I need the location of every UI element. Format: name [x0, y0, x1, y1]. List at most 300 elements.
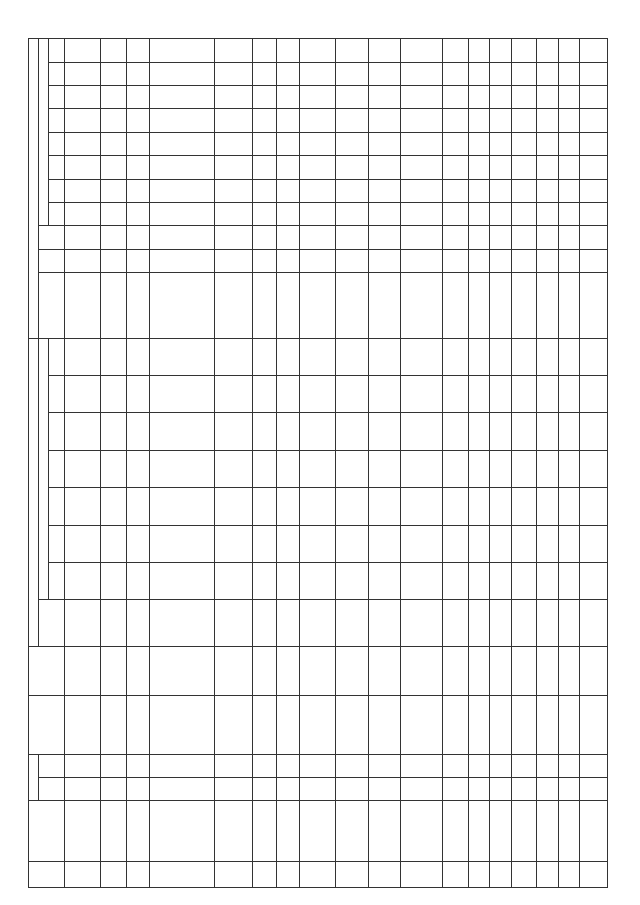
table-row	[336, 39, 368, 888]
row-year-amount	[214, 525, 252, 562]
row-total	[558, 600, 579, 647]
row-total	[443, 600, 469, 647]
row-name	[253, 801, 277, 862]
row-total	[400, 600, 443, 647]
row-indicator-year	[468, 109, 489, 132]
header-year	[49, 563, 65, 600]
row-year-amount	[537, 338, 558, 375]
row-year-amount	[276, 338, 300, 375]
row-indicator	[276, 273, 300, 338]
row-year-amount	[368, 563, 400, 600]
row-indicator-year	[490, 156, 511, 179]
row-year-amount	[368, 450, 400, 487]
row-year-amount	[468, 563, 489, 600]
row-indicator-extra	[65, 39, 101, 63]
row-year-amount	[150, 525, 214, 562]
row-indicator-year	[150, 202, 214, 225]
row-code-a	[65, 778, 101, 801]
row-indicator-year	[126, 86, 150, 109]
row-name	[400, 801, 443, 862]
header-ind-year-extra	[49, 39, 65, 63]
row-indicator-year	[537, 202, 558, 225]
row-year-amount	[126, 375, 150, 412]
row-indicator-extra	[276, 39, 300, 63]
row-indicator-year	[400, 86, 443, 109]
row-no	[276, 862, 300, 888]
row-total	[276, 600, 300, 647]
row-code-a	[300, 778, 336, 801]
row-code-b	[276, 754, 300, 777]
row-unit	[276, 249, 300, 272]
row-indicator-year	[214, 62, 252, 85]
row-year-amount	[65, 488, 101, 525]
row-indicator-year	[150, 156, 214, 179]
row-source	[214, 647, 252, 696]
row-name	[65, 801, 101, 862]
row-indicator-year	[468, 62, 489, 85]
row-indicator-year	[253, 202, 277, 225]
row-indicator-year	[537, 132, 558, 155]
row-year-amount	[443, 450, 469, 487]
row-indicator-extra	[368, 39, 400, 63]
row-name	[150, 801, 214, 862]
table-row	[253, 39, 277, 888]
row-source	[253, 647, 277, 696]
row-indicator-year	[490, 62, 511, 85]
row-indicator	[253, 273, 277, 338]
row-indicator-year	[300, 109, 336, 132]
table-row	[558, 39, 579, 888]
row-indicator-year	[214, 179, 252, 202]
row-year-amount	[300, 375, 336, 412]
row-indicator-year	[400, 156, 443, 179]
row-year-amount	[580, 413, 608, 450]
row-year-amount	[368, 413, 400, 450]
row-indicator-year	[276, 109, 300, 132]
row-year-amount	[558, 563, 579, 600]
row-year-amount	[511, 488, 537, 525]
row-year-amount	[214, 563, 252, 600]
row-indicator-year	[336, 62, 368, 85]
row-responsible	[400, 696, 443, 754]
row-indicator-year	[150, 86, 214, 109]
row-year-amount	[537, 525, 558, 562]
row-name	[537, 801, 558, 862]
row-indicator-year	[276, 202, 300, 225]
row-total	[101, 600, 127, 647]
row-code-a	[253, 778, 277, 801]
row-ind-total	[537, 226, 558, 249]
row-indicator-year	[276, 179, 300, 202]
row-year-amount	[276, 525, 300, 562]
row-indicator-year	[580, 202, 608, 225]
row-total	[511, 600, 537, 647]
row-indicator-extra	[400, 39, 443, 63]
header-year	[49, 375, 65, 412]
header-year	[49, 488, 65, 525]
row-total	[150, 600, 214, 647]
row-indicator-year	[300, 132, 336, 155]
row-year-amount	[400, 338, 443, 375]
row-year-amount	[558, 525, 579, 562]
row-no	[468, 862, 489, 888]
header-code-a	[39, 778, 65, 801]
row-indicator	[537, 273, 558, 338]
row-year-amount	[276, 563, 300, 600]
rotated-table-container	[28, 38, 608, 888]
row-source	[276, 647, 300, 696]
row-name	[468, 801, 489, 862]
row-code-a	[126, 778, 150, 801]
header-name	[29, 801, 65, 862]
row-total	[214, 600, 252, 647]
header-indicator-total	[39, 226, 65, 249]
row-year-amount	[300, 413, 336, 450]
row-source	[336, 647, 368, 696]
row-unit	[580, 249, 608, 272]
row-code-b	[490, 754, 511, 777]
row-indicator-year	[368, 109, 400, 132]
table-header	[29, 39, 65, 888]
row-year-amount	[336, 488, 368, 525]
table-row	[443, 39, 469, 888]
row-no	[558, 862, 579, 888]
row-indicator-year	[101, 86, 127, 109]
row-no	[580, 862, 608, 888]
row-name	[368, 801, 400, 862]
row-no	[511, 862, 537, 888]
row-source	[468, 647, 489, 696]
row-year-amount	[101, 563, 127, 600]
table-row	[511, 39, 537, 888]
row-indicator-year	[101, 62, 127, 85]
row-indicator-year	[468, 202, 489, 225]
row-indicator-extra	[537, 39, 558, 63]
row-ind-total	[150, 226, 214, 249]
header-source	[29, 647, 65, 696]
row-year-amount	[150, 563, 214, 600]
row-indicator-year	[65, 156, 101, 179]
row-source	[65, 647, 101, 696]
row-indicator-year	[537, 179, 558, 202]
row-indicator-year	[101, 109, 127, 132]
row-year-amount	[580, 488, 608, 525]
row-indicator-year	[150, 179, 214, 202]
header-ind-year	[49, 132, 65, 155]
row-year-amount	[400, 525, 443, 562]
row-year-amount	[150, 488, 214, 525]
row-year-amount	[443, 413, 469, 450]
row-ind-total	[65, 226, 101, 249]
row-indicator-year	[276, 156, 300, 179]
row-year-amount	[214, 375, 252, 412]
row-year-amount	[468, 375, 489, 412]
row-year-amount	[65, 413, 101, 450]
row-indicator-extra	[253, 39, 277, 63]
row-total	[368, 600, 400, 647]
row-indicator-year	[368, 202, 400, 225]
row-source	[101, 647, 127, 696]
row-code-a	[490, 778, 511, 801]
row-code-a	[580, 778, 608, 801]
row-code-b	[558, 754, 579, 777]
row-responsible	[468, 696, 489, 754]
row-indicator-year	[468, 156, 489, 179]
header-code-group	[29, 754, 39, 801]
row-ind-total	[253, 226, 277, 249]
row-indicator-year	[300, 202, 336, 225]
row-indicator	[490, 273, 511, 338]
row-year-amount	[558, 488, 579, 525]
row-code-a	[214, 778, 252, 801]
row-indicator-year	[443, 202, 469, 225]
row-year-amount	[150, 413, 214, 450]
row-indicator-year	[558, 179, 579, 202]
table-body	[65, 39, 608, 888]
row-indicator	[336, 273, 368, 338]
row-year-amount	[126, 450, 150, 487]
row-indicator-year	[336, 156, 368, 179]
row-year-amount	[150, 450, 214, 487]
row-code-a	[558, 778, 579, 801]
row-year-amount	[537, 413, 558, 450]
row-indicator-year	[65, 132, 101, 155]
row-indicator-year	[253, 179, 277, 202]
row-year-amount	[443, 488, 469, 525]
row-unit	[537, 249, 558, 272]
header-unit	[39, 249, 65, 272]
row-unit	[558, 249, 579, 272]
row-code-b	[336, 754, 368, 777]
row-responsible	[537, 696, 558, 754]
row-total	[490, 600, 511, 647]
row-indicator-year	[300, 156, 336, 179]
row-indicator	[511, 273, 537, 338]
header-year	[49, 450, 65, 487]
row-unit	[400, 249, 443, 272]
row-indicator-year	[126, 156, 150, 179]
row-year-amount	[214, 338, 252, 375]
row-responsible	[214, 696, 252, 754]
row-ind-total	[101, 226, 127, 249]
row-year-amount	[468, 338, 489, 375]
row-unit	[126, 249, 150, 272]
row-no	[253, 862, 277, 888]
header-ind-year	[49, 86, 65, 109]
header-ind-year	[49, 109, 65, 132]
row-year-amount	[65, 563, 101, 600]
row-code-a	[511, 778, 537, 801]
row-year-amount	[368, 375, 400, 412]
row-code-b	[443, 754, 469, 777]
row-name	[336, 801, 368, 862]
row-indicator-year	[65, 62, 101, 85]
row-ind-total	[511, 226, 537, 249]
row-indicator-extra	[490, 39, 511, 63]
row-source	[580, 647, 608, 696]
row-code-b	[300, 754, 336, 777]
row-no	[126, 862, 150, 888]
row-indicator-year	[214, 202, 252, 225]
row-indicator-extra	[511, 39, 537, 63]
header-responsible	[29, 696, 65, 754]
row-responsible	[336, 696, 368, 754]
row-indicator-year	[511, 156, 537, 179]
row-responsible	[558, 696, 579, 754]
row-year-amount	[580, 450, 608, 487]
row-unit	[214, 249, 252, 272]
row-year-amount	[65, 450, 101, 487]
row-indicator-year	[300, 62, 336, 85]
row-year-amount	[490, 413, 511, 450]
row-indicator	[150, 273, 214, 338]
row-name	[101, 801, 127, 862]
row-indicator-year	[126, 179, 150, 202]
row-year-amount	[400, 488, 443, 525]
row-responsible	[368, 696, 400, 754]
row-ind-total	[443, 226, 469, 249]
row-indicator-year	[253, 109, 277, 132]
row-year-amount	[490, 488, 511, 525]
row-indicator-year	[368, 62, 400, 85]
row-indicator-extra	[468, 39, 489, 63]
row-no	[65, 862, 101, 888]
row-year-amount	[537, 375, 558, 412]
row-source	[558, 647, 579, 696]
row-indicator	[468, 273, 489, 338]
row-no	[336, 862, 368, 888]
row-indicator-year	[558, 86, 579, 109]
row-indicator-year	[400, 62, 443, 85]
header-ind-year	[49, 62, 65, 85]
row-year-amount	[336, 375, 368, 412]
row-ind-total	[126, 226, 150, 249]
row-year-amount	[511, 413, 537, 450]
header-total-amount	[39, 600, 65, 647]
row-year-amount	[511, 525, 537, 562]
row-indicator	[101, 273, 127, 338]
table-row	[537, 39, 558, 888]
row-year-amount	[580, 525, 608, 562]
row-no	[490, 862, 511, 888]
row-year-amount	[558, 413, 579, 450]
row-indicator-year	[580, 62, 608, 85]
row-year-amount	[400, 563, 443, 600]
row-indicator-year	[214, 109, 252, 132]
row-year-amount	[400, 413, 443, 450]
row-indicator-year	[150, 109, 214, 132]
row-indicator-year	[400, 132, 443, 155]
row-year-amount	[368, 338, 400, 375]
row-year-amount	[490, 338, 511, 375]
row-responsible	[126, 696, 150, 754]
row-unit	[300, 249, 336, 272]
row-year-amount	[336, 450, 368, 487]
row-total	[580, 600, 608, 647]
row-year-amount	[65, 375, 101, 412]
table-row	[300, 39, 336, 888]
row-source	[443, 647, 469, 696]
row-year-amount	[253, 525, 277, 562]
row-name	[300, 801, 336, 862]
row-indicator-year	[368, 156, 400, 179]
row-indicator-year	[511, 202, 537, 225]
row-year-amount	[468, 525, 489, 562]
row-indicator	[300, 273, 336, 338]
row-indicator-year	[253, 86, 277, 109]
row-year-amount	[490, 375, 511, 412]
row-indicator	[65, 273, 101, 338]
row-indicator-year	[214, 156, 252, 179]
row-indicator-year	[214, 86, 252, 109]
row-code-a	[537, 778, 558, 801]
row-indicator-year	[253, 132, 277, 155]
row-indicator-year	[537, 62, 558, 85]
row-no	[101, 862, 127, 888]
row-code-b	[101, 754, 127, 777]
row-unit	[150, 249, 214, 272]
row-unit	[368, 249, 400, 272]
row-year-amount	[558, 375, 579, 412]
header-finance-group	[29, 338, 39, 647]
row-year-amount	[580, 563, 608, 600]
row-year-amount	[443, 563, 469, 600]
row-code-a	[443, 778, 469, 801]
row-indicator-year	[126, 109, 150, 132]
row-unit	[490, 249, 511, 272]
row-year-amount	[580, 338, 608, 375]
table-row	[400, 39, 443, 888]
row-year-amount	[336, 413, 368, 450]
row-source	[400, 647, 443, 696]
row-year-amount	[511, 338, 537, 375]
row-indicator-year	[336, 109, 368, 132]
row-indicator-extra	[126, 39, 150, 63]
row-source	[300, 647, 336, 696]
row-year-amount	[490, 450, 511, 487]
header-indicator-years-group	[39, 39, 49, 226]
row-indicator-year	[276, 62, 300, 85]
row-year-amount	[443, 525, 469, 562]
row-code-a	[101, 778, 127, 801]
row-indicator-extra	[558, 39, 579, 63]
row-indicator-year	[511, 109, 537, 132]
row-indicator-year	[126, 62, 150, 85]
row-year-amount	[511, 450, 537, 487]
row-indicator-year	[276, 86, 300, 109]
header-indicator-name	[39, 273, 65, 338]
row-code-b	[511, 754, 537, 777]
row-year-amount	[126, 338, 150, 375]
row-indicator-year	[126, 202, 150, 225]
row-indicator-year	[65, 86, 101, 109]
row-indicator	[214, 273, 252, 338]
header-by-year-group	[39, 338, 49, 600]
row-indicator-year	[558, 109, 579, 132]
row-indicator-year	[580, 179, 608, 202]
row-indicator-year	[443, 156, 469, 179]
row-year-amount	[443, 338, 469, 375]
row-year-amount	[101, 413, 127, 450]
row-indicator-year	[300, 179, 336, 202]
header-year	[49, 413, 65, 450]
table-row	[150, 39, 214, 888]
row-indicator-year	[101, 156, 127, 179]
row-year-amount	[300, 488, 336, 525]
row-year-amount	[150, 338, 214, 375]
table-row	[468, 39, 489, 888]
row-source	[490, 647, 511, 696]
